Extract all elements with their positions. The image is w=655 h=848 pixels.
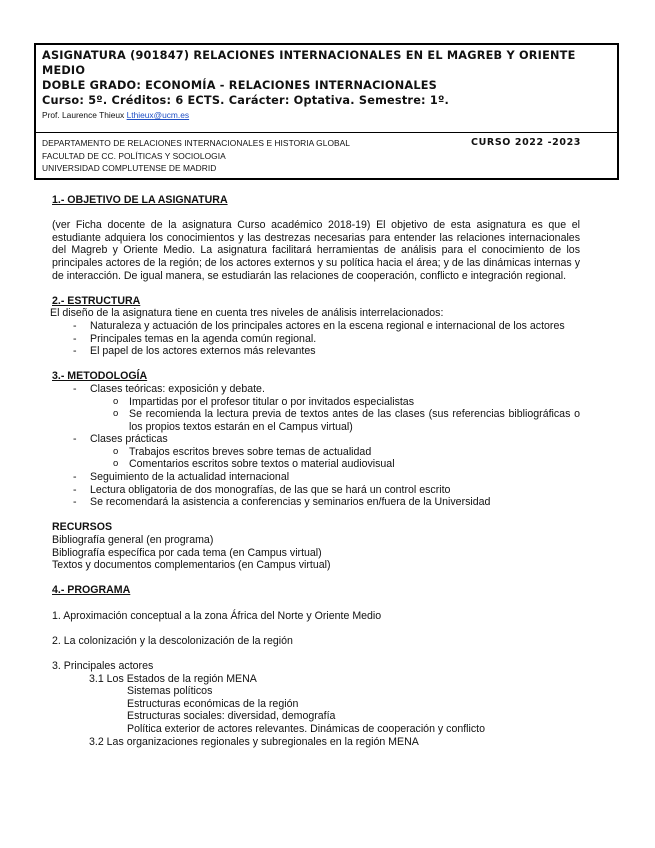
programa-subsubitem: Estructuras económicas de la región	[127, 697, 299, 710]
programa-subitem: 3.2 Las organizaciones regionales y subregionales en la región MENA	[89, 735, 419, 748]
objetivo-paragraph: (ver Ficha docente de la asignatura Curso académico 2018-19) El objetivo de esta asignatura es que el estudiante adquiera los conocimientos y las destrezas necesarias para entender las relaciones internacionales del Magreb y Oriente Medio. La asignatura facilitará herramientas de análisis para el conocimiento de los principales actores de la región; de los actores externos y su política hacia el área; y de las dinámicas internas y de interacción. De igual manera, se estudiarán las relaciones de cooperación, conflicto e integración regional.	[52, 219, 580, 282]
section-title-estructura: 2.- ESTRUCTURA	[52, 294, 141, 307]
recursos-line: Bibliografía general (en programa)	[52, 534, 214, 547]
estructura-list	[52, 320, 580, 358]
section-title-metodologia: 3.- METODOLOGÍA	[52, 370, 148, 383]
section-title-objetivo: 1.- OBJETIVO DE LA ASIGNATURA	[52, 194, 228, 206]
list-item: - Naturaleza y actuación de los principales actores en la escena regional e internacional de los actores	[52, 320, 580, 333]
university-name: UNIVERSIDAD COMPLUTENSE DE MADRID	[42, 163, 217, 173]
professor-name: Prof. Laurence Thieux	[42, 110, 125, 120]
programa-item: 3. Principales actores	[52, 659, 154, 672]
list-item: - Principales temas en la agenda común regional.	[52, 333, 580, 346]
faculty-name: FACULTAD DE CC. POLÍTICAS Y SOCIOLOGIA	[42, 150, 226, 161]
programa-subsubitem: Sistemas políticos	[127, 685, 213, 698]
sub-list-item: o Impartidas por el profesor titular o por invitados especialistas	[90, 396, 580, 409]
estructura-intro: El diseño de la asignatura tiene en cuenta tres niveles de análisis interrelacionados:	[50, 307, 444, 320]
sub-list	[90, 446, 580, 471]
course-info-line: Curso: 5º. Créditos: 6 ECTS. Carácter: Optativa. Semestre: 1º.	[42, 94, 450, 107]
list-item: - Seguimiento de la actualidad internacional	[52, 471, 580, 484]
degree-line: DOBLE GRADO: ECONOMÍA - RELACIONES INTERNACIONALES	[42, 79, 438, 92]
programa-subsubitem: Estructuras sociales: diversidad, demografía	[127, 710, 336, 723]
list-item: - Se recomendará la asistencia a conferencias y seminarios en/fuera de la Universidad	[52, 496, 580, 509]
sub-list-item: o Comentarios escritos sobre textos o material audiovisual	[90, 458, 580, 471]
programa-subitem: 3.1 Los Estados de la región MENA	[89, 672, 257, 685]
list-item	[52, 433, 580, 471]
list-item: - El papel de los actores externos más relevantes	[52, 345, 580, 358]
section-title-programa: 4.- PROGRAMA	[52, 584, 131, 597]
professor-line	[42, 110, 611, 121]
metodologia-list	[52, 383, 580, 509]
list-item	[52, 383, 580, 433]
list-item-text: Clases prácticas	[90, 433, 168, 446]
recursos-line: Bibliografía específica por cada tema (en Campus virtual)	[52, 546, 322, 559]
department-block	[36, 133, 617, 178]
programa-subsubitem: Política exterior de actores relevantes. Dinámicas de cooperación y conflicto	[127, 722, 486, 735]
programa-item: 2. La colonización y la descolonización de la región	[52, 634, 293, 647]
list-item: - Lectura obligatoria de dos monografías, de las que se hará un control escrito	[52, 484, 580, 497]
programa-item: 1. Aproximación conceptual a la zona África del Norte y Oriente Medio	[52, 609, 382, 622]
sub-list	[90, 396, 580, 434]
recursos-line: Textos y documentos complementarios (en Campus virtual)	[52, 559, 331, 572]
sub-list-item: o Se recomienda la lectura previa de textos antes de las clases (sus referencias bibliográficas o los propios textos estarán en el Campus virtual)	[90, 408, 580, 433]
list-item-text: Clases teóricas: exposición y debate.	[90, 382, 265, 395]
syllabus-body	[52, 194, 580, 748]
course-title-line: MEDIO	[42, 64, 86, 77]
department-name: DEPARTAMENTO DE RELACIONES INTERNACIONALES E HISTORIA GLOBAL	[42, 138, 350, 148]
sub-list-item: o Trabajos escritos breves sobre temas de actualidad	[90, 446, 580, 459]
course-header-box	[34, 43, 619, 180]
department-row	[42, 137, 611, 150]
course-title-line: ASIGNATURA (901847) RELACIONES INTERNACIONALES EN EL MAGREB Y ORIENTE	[42, 49, 576, 62]
academic-year: CURSO 2022 -2023	[471, 137, 581, 148]
professor-email-link[interactable]: Lthieux@ucm.es	[126, 110, 190, 120]
recursos-title: RECURSOS	[52, 521, 113, 534]
course-title-block	[36, 45, 617, 133]
